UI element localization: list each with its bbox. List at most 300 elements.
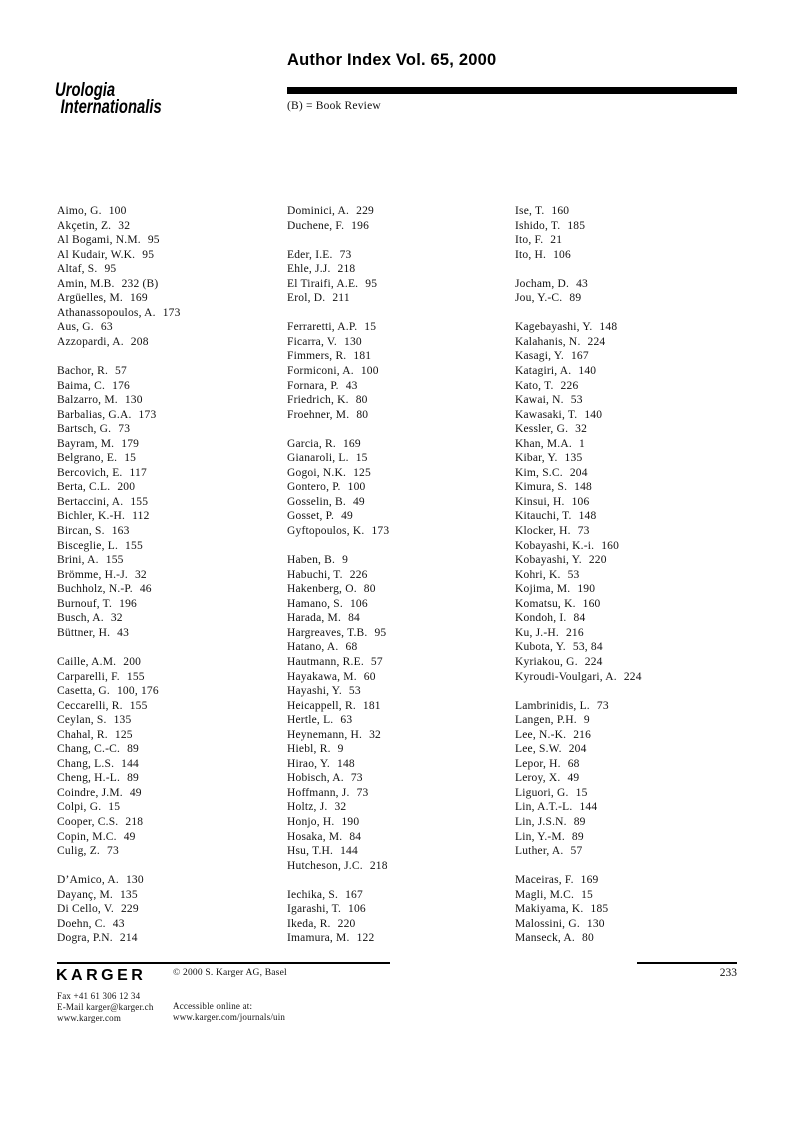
author-entry <box>515 611 740 626</box>
author-entry <box>515 873 740 888</box>
author-name: Bichler, K.-H. <box>57 510 126 523</box>
author-entry <box>287 480 512 495</box>
author-name: Aimo, G. <box>57 205 102 217</box>
author-entry <box>287 335 512 350</box>
author-name: Colpi, G. <box>57 801 102 814</box>
author-pages: 229 <box>356 205 374 217</box>
author-name: Heicappell, R. <box>287 699 356 712</box>
author-group <box>515 699 740 859</box>
author-name: Langen, P.H. <box>515 714 577 727</box>
author-pages: 148 <box>578 510 597 523</box>
author-name: Manseck, A. <box>515 932 576 945</box>
author-entry <box>515 917 740 932</box>
author-name: Hayashi, Y. <box>287 685 342 698</box>
author-name: Luther, A. <box>515 845 564 858</box>
author-name: Ferraretti, A.P. <box>287 321 358 334</box>
author-name: Kinsui, H. <box>515 495 565 508</box>
author-name: Bartsch, G. <box>57 423 112 436</box>
author-pages: 43 <box>345 379 358 392</box>
author-name: Bachor, R. <box>57 365 109 378</box>
author-entry <box>287 611 512 626</box>
author-entry <box>57 437 282 452</box>
author-name: Dominici, A. <box>287 205 350 217</box>
publisher-website: www.karger.com <box>57 1012 122 1023</box>
author-pages: 140 <box>584 408 603 421</box>
author-group <box>57 655 282 859</box>
author-name: Cooper, C.S. <box>57 815 119 828</box>
author-pages: 63 <box>100 321 113 334</box>
author-pages: 214 <box>119 932 138 945</box>
author-entry <box>287 771 512 786</box>
author-name: Bisceglie, L. <box>57 539 119 552</box>
author-name: Hakenberg, O. <box>287 583 357 596</box>
author-name: Berta, C.L. <box>57 481 111 494</box>
author-pages: 95 <box>142 248 155 261</box>
author-name: Lepor, H. <box>515 757 561 770</box>
author-name: Jocham, D. <box>515 277 570 290</box>
author-entry <box>287 204 512 219</box>
author-name: Hobisch, A. <box>287 772 344 785</box>
author-pages: 1 <box>578 437 585 450</box>
author-name: Iechika, S. <box>287 888 339 901</box>
author-entry <box>57 728 282 743</box>
author-entry <box>57 844 282 859</box>
author-pages: 9 <box>583 714 590 727</box>
author-pages: 46 <box>139 583 152 596</box>
author-entry <box>57 830 282 845</box>
author-pages: 95 <box>104 263 117 276</box>
author-entry <box>57 699 282 714</box>
index-column-1 <box>57 204 282 946</box>
footer-rule-right <box>637 962 737 964</box>
author-name: Dayanç, M. <box>57 888 113 901</box>
author-entry <box>287 582 512 597</box>
author-entry <box>287 437 512 452</box>
author-name: Busch, A. <box>57 612 104 625</box>
author-pages: 53 <box>348 685 361 698</box>
author-name: Kubota, Y. <box>515 641 566 654</box>
author-pages: 49 <box>129 786 142 799</box>
author-entry <box>287 248 512 263</box>
author-name: Garcia, R. <box>287 437 336 450</box>
author-name: Chahal, R. <box>57 728 108 741</box>
author-pages: 218 <box>125 815 144 828</box>
author-pages: 155 <box>126 670 145 683</box>
author-name: Kyriakou, G. <box>515 655 578 668</box>
author-name: Ceylan, S. <box>57 714 107 727</box>
author-name: Balzarro, M. <box>57 394 118 407</box>
author-pages: 49 <box>123 830 136 843</box>
author-entry <box>287 640 512 655</box>
author-pages: 106 <box>348 903 366 916</box>
author-entry <box>515 379 740 394</box>
author-pages: 140 <box>578 365 597 378</box>
author-name: Brömme, H.-J. <box>57 568 128 581</box>
author-entry <box>57 248 282 263</box>
author-entry <box>515 408 740 423</box>
author-name: Kondoh, I. <box>515 612 567 625</box>
author-name: Lin, A.T.-L. <box>515 801 573 814</box>
author-pages: 185 <box>590 903 609 916</box>
author-pages: 21 <box>550 234 563 247</box>
author-name: Igarashi, T. <box>287 903 342 916</box>
author-name: Aus, G. <box>57 321 94 334</box>
author-name: Magli, M.C. <box>515 888 575 901</box>
author-name: Belgrano, E. <box>57 452 118 465</box>
author-pages: 106 <box>571 495 590 508</box>
author-entry <box>515 815 740 830</box>
author-name: Chang, C.-C. <box>57 743 121 756</box>
author-entry <box>57 219 282 234</box>
author-pages: 218 <box>369 859 388 872</box>
author-name: Ito, H. <box>515 248 547 261</box>
author-name: Hamano, S. <box>287 597 343 610</box>
author-name: Altaf, S. <box>57 263 98 276</box>
author-pages: 185 <box>567 219 586 232</box>
author-pages: 100 <box>108 205 127 217</box>
author-name: Froehner, M. <box>287 408 350 421</box>
author-name: Kim, S.C. <box>515 466 563 479</box>
author-pages: 160 <box>582 597 601 610</box>
author-entry <box>515 597 740 612</box>
author-group <box>515 320 740 684</box>
author-pages: 200 <box>123 655 142 668</box>
index-column-3 <box>515 204 740 946</box>
author-pages: 169 <box>129 292 148 305</box>
author-pages: 173 <box>138 408 157 421</box>
author-pages: 100 <box>347 481 366 494</box>
author-name: Bircan, S. <box>57 525 105 538</box>
author-group <box>287 437 512 539</box>
author-group <box>287 248 512 306</box>
author-pages: 204 <box>568 743 587 756</box>
author-entry <box>515 568 740 583</box>
author-name: Amin, M.B. <box>57 277 115 290</box>
author-name: El Tiraifi, A.E. <box>287 277 359 290</box>
author-pages: 57 <box>115 365 127 378</box>
author-entry <box>57 771 282 786</box>
author-name: Ishido, T. <box>515 219 561 232</box>
author-name: Gontero, P. <box>287 481 341 494</box>
author-pages: 179 <box>121 437 140 450</box>
author-name: Liguori, G. <box>515 786 569 799</box>
author-entry <box>287 728 512 743</box>
author-name: Lin, J.S.N. <box>515 815 567 828</box>
author-pages: 95 <box>374 626 387 639</box>
author-name: Ikeda, R. <box>287 917 331 930</box>
copyright-notice: © 2000 S. Karger AG, Basel <box>173 968 287 978</box>
author-entry <box>515 219 740 234</box>
author-entry <box>57 902 282 917</box>
author-entry <box>57 204 282 219</box>
author-entry <box>287 364 512 379</box>
author-pages: 226 <box>349 568 368 581</box>
author-name: Leroy, X. <box>515 772 561 785</box>
author-pages: 196 <box>351 219 370 232</box>
author-entry <box>57 800 282 815</box>
author-entry <box>515 349 740 364</box>
author-entry <box>515 582 740 597</box>
journal-logo-line1: Urologia <box>55 80 116 101</box>
journal-logo-line2: Internationalis <box>60 97 162 118</box>
author-name: Bercovich, E. <box>57 466 123 479</box>
author-entry <box>287 568 512 583</box>
author-group <box>287 888 512 946</box>
author-name: Katagiri, A. <box>515 365 572 378</box>
author-group <box>57 204 282 349</box>
author-name: Di Cello, V. <box>57 903 114 916</box>
author-pages: 226 <box>560 379 579 392</box>
author-pages: 144 <box>340 845 358 858</box>
author-name: Hosaka, M. <box>287 830 343 843</box>
author-pages: 53, 84 <box>572 641 603 654</box>
author-group <box>57 364 282 640</box>
author-pages: 49 <box>341 510 353 523</box>
author-entry <box>287 349 512 364</box>
author-entry <box>515 495 740 510</box>
author-entry <box>57 335 282 350</box>
author-pages: 208 <box>130 335 149 348</box>
author-name: Komatsu, K. <box>515 597 576 610</box>
journal-logo <box>55 82 162 116</box>
author-pages: 135 <box>119 888 138 901</box>
author-name: Hargreaves, T.B. <box>287 626 368 639</box>
online-access-label: Accessible online at: <box>173 1001 253 1011</box>
author-entry <box>287 917 512 932</box>
author-pages: 32 <box>369 728 381 741</box>
author-entry <box>287 800 512 815</box>
author-name: Akçetin, Z. <box>57 219 112 232</box>
author-pages: 15 <box>581 888 593 901</box>
author-pages: 73 <box>356 786 369 799</box>
author-pages: 89 <box>127 772 139 785</box>
author-entry <box>287 320 512 335</box>
author-pages: 190 <box>341 815 360 828</box>
author-pages: 117 <box>129 466 147 479</box>
author-entry <box>287 262 512 277</box>
author-pages: 73 <box>596 699 609 712</box>
author-pages: 106 <box>349 597 368 610</box>
author-name: Dogra, P.N. <box>57 932 113 945</box>
author-name: Fimmers, R. <box>287 350 347 363</box>
author-pages: 84 <box>348 612 360 625</box>
author-entry <box>57 786 282 801</box>
author-pages: 173 <box>162 306 181 319</box>
author-name: Gianaroli, L. <box>287 452 349 465</box>
author-name: Kawasaki, T. <box>515 408 578 421</box>
author-name: Kasagi, Y. <box>515 350 564 363</box>
author-name: Eder, I.E. <box>287 248 333 261</box>
author-pages: 43 <box>117 626 130 639</box>
author-pages: 73 <box>107 845 119 858</box>
author-pages: 232 (B) <box>121 277 159 290</box>
author-entry <box>515 277 740 292</box>
publisher-contact-block <box>57 991 154 1023</box>
header-rule-bar <box>287 87 737 94</box>
author-pages: 135 <box>564 452 583 465</box>
publisher-fax: Fax +41 61 306 12 34 <box>57 991 141 1001</box>
author-pages: 80 <box>355 394 368 407</box>
author-pages: 130 <box>344 335 362 348</box>
author-name: Duchene, F. <box>287 219 345 232</box>
author-entry <box>515 466 740 481</box>
author-entry <box>57 815 282 830</box>
online-access-url: www.karger.com/journals/uin <box>173 1011 286 1022</box>
author-entry <box>515 524 740 539</box>
author-entry <box>287 379 512 394</box>
author-name: Fornara, P. <box>287 379 339 392</box>
author-entry <box>287 597 512 612</box>
footer-rule-left <box>57 962 390 964</box>
author-pages: 160 <box>601 539 620 552</box>
author-entry <box>287 699 512 714</box>
author-entry <box>515 480 740 495</box>
author-pages: 43 <box>576 277 588 290</box>
author-pages: 148 <box>574 481 593 494</box>
author-entry <box>57 320 282 335</box>
author-name: Ehle, J.J. <box>287 263 331 276</box>
author-entry <box>57 466 282 481</box>
author-pages: 176 <box>112 379 130 392</box>
author-name: Hirao, Y. <box>287 757 331 770</box>
author-name: Ficarra, V. <box>287 335 338 348</box>
index-column-2 <box>287 204 512 946</box>
author-pages: 122 <box>356 932 375 945</box>
author-entry <box>515 233 740 248</box>
author-entry <box>57 277 282 292</box>
author-pages: 112 <box>132 510 150 523</box>
author-group <box>515 204 740 262</box>
author-pages: 73 <box>577 525 590 538</box>
author-pages: 211 <box>332 292 350 305</box>
author-pages: 43 <box>112 917 125 930</box>
author-pages: 32 <box>110 612 123 625</box>
author-name: Khan, M.A. <box>515 437 572 450</box>
author-entry <box>57 582 282 597</box>
author-entry <box>287 524 512 539</box>
author-pages: 130 <box>125 874 144 887</box>
author-pages: 144 <box>579 801 598 814</box>
author-entry <box>57 917 282 932</box>
author-name: Hsu, T.H. <box>287 845 334 858</box>
author-entry <box>515 786 740 801</box>
author-name: Baima, C. <box>57 379 106 392</box>
author-entry <box>515 655 740 670</box>
author-pages: 9 <box>342 554 349 567</box>
author-name: Hertle, L. <box>287 714 334 727</box>
author-pages: 200 <box>117 481 136 494</box>
author-entry <box>57 379 282 394</box>
author-pages: 196 <box>119 597 137 610</box>
author-entry <box>515 553 740 568</box>
author-name: Bertaccini, A. <box>57 495 124 508</box>
author-pages: 95 <box>147 234 160 247</box>
author-pages: 155 <box>125 539 143 552</box>
author-pages: 155 <box>105 554 124 567</box>
author-pages: 80 <box>356 408 369 421</box>
online-access-block <box>173 1001 285 1023</box>
author-entry <box>287 466 512 481</box>
author-entry <box>57 262 282 277</box>
author-entry <box>287 757 512 772</box>
author-entry <box>57 306 282 321</box>
author-name: Friedrich, K. <box>287 394 349 407</box>
author-name: Hatano, A. <box>287 641 339 654</box>
author-pages: 89 <box>569 292 582 305</box>
author-pages: 224 <box>584 655 603 668</box>
author-entry <box>287 902 512 917</box>
author-pages: 216 <box>573 728 592 741</box>
author-pages: 130 <box>124 394 143 407</box>
author-entry <box>57 553 282 568</box>
publisher-logo: KARGER <box>56 967 147 984</box>
author-name: Malossini, G. <box>515 917 580 930</box>
author-entry <box>515 291 740 306</box>
author-entry <box>515 713 740 728</box>
author-entry <box>57 888 282 903</box>
author-entry <box>57 611 282 626</box>
author-entry <box>287 815 512 830</box>
author-entry <box>515 204 740 219</box>
author-pages: 229 <box>120 903 139 916</box>
author-name: Gosset, P. <box>287 510 335 523</box>
author-name: Athanassopoulos, A. <box>57 306 156 319</box>
author-entry <box>515 771 740 786</box>
author-entry <box>287 684 512 699</box>
author-entry <box>515 931 740 946</box>
author-entry <box>287 888 512 903</box>
author-entry <box>515 902 740 917</box>
author-pages: 167 <box>570 350 589 363</box>
author-entry <box>515 539 740 554</box>
author-name: Heynemann, H. <box>287 728 363 741</box>
author-entry <box>57 931 282 946</box>
author-entry <box>287 786 512 801</box>
author-pages: 125 <box>114 728 133 741</box>
author-name: Kalahanis, N. <box>515 335 581 348</box>
author-name: Ku, J.-H. <box>515 626 559 639</box>
author-name: Kobayashi, K.-i. <box>515 539 595 552</box>
author-pages: 167 <box>345 888 363 901</box>
author-entry <box>57 597 282 612</box>
author-pages: 155 <box>129 699 148 712</box>
author-entry <box>287 844 512 859</box>
book-review-legend: (B) = Book Review <box>287 100 381 112</box>
author-name: Kibar, Y. <box>515 452 558 465</box>
author-pages: 106 <box>553 248 571 261</box>
author-entry <box>515 248 740 263</box>
author-entry <box>287 742 512 757</box>
author-pages: 169 <box>580 874 599 887</box>
author-name: Ise, T. <box>515 205 545 217</box>
author-name: Klocker, H. <box>515 525 571 538</box>
author-entry <box>57 670 282 685</box>
author-name: Hutcheson, J.C. <box>287 859 363 872</box>
author-name: Kohri, K. <box>515 568 561 581</box>
author-pages: 63 <box>340 714 353 727</box>
author-name: Hayakawa, M. <box>287 670 357 683</box>
author-entry <box>57 742 282 757</box>
author-name: Makiyama, K. <box>515 903 584 916</box>
author-name: Doehn, C. <box>57 917 106 930</box>
author-entry <box>287 451 512 466</box>
author-entry <box>57 422 282 437</box>
page-number: 233 <box>719 967 737 979</box>
publisher-email: E-Mail karger@karger.ch <box>57 1001 154 1012</box>
author-name: Al Bogami, N.M. <box>57 234 141 247</box>
author-pages: 68 <box>345 641 358 654</box>
author-entry <box>287 626 512 641</box>
